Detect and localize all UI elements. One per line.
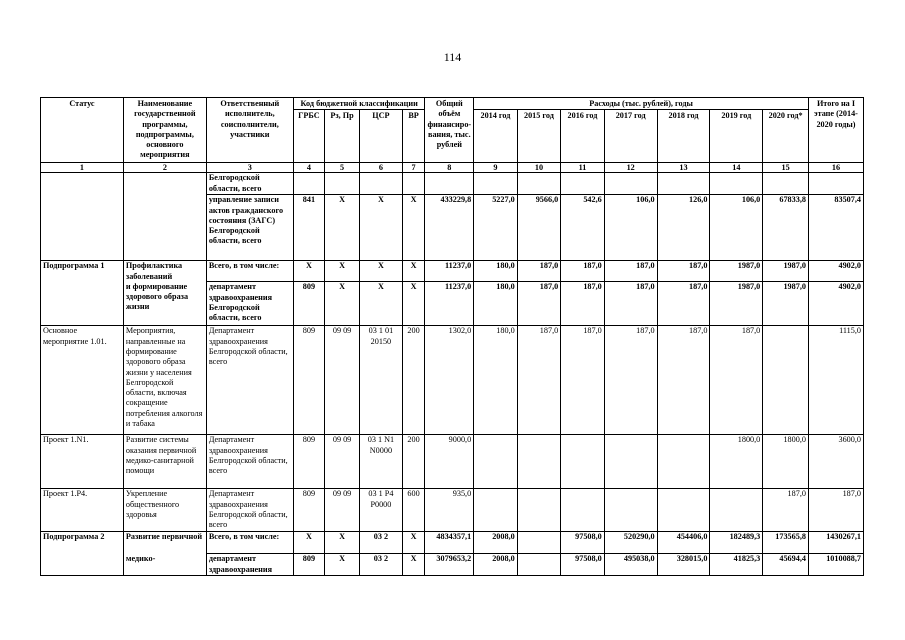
y2018-cell <box>657 489 710 532</box>
table-row <box>41 435 864 489</box>
y2017-cell <box>604 435 657 489</box>
column-number: 16 <box>808 163 863 173</box>
y2014-cell: 5227,0 <box>474 195 518 261</box>
name-cell <box>123 173 206 195</box>
table-row <box>41 173 864 195</box>
name-cell: Укрепление общественного здоровья <box>123 489 206 532</box>
sum-cell: 4902,0 <box>808 261 863 282</box>
rzpr-cell: Х <box>324 532 359 554</box>
column-number: 13 <box>657 163 710 173</box>
header-2015: 2015 год <box>517 110 561 163</box>
y2014-cell: 180,0 <box>474 261 518 282</box>
csr-cell <box>360 173 402 195</box>
responsible-cell: Департамент здравоохранения Белгородской области, всего <box>206 435 293 489</box>
csr-cell: Х <box>360 195 402 261</box>
header-2020: 2020 год* <box>763 110 809 163</box>
y2014-cell: 180,0 <box>474 326 518 435</box>
header-vr: ВР <box>402 110 425 163</box>
name-cell: Развитие системы оказания первичной медико-санитарной помощи <box>123 435 206 489</box>
column-number: 15 <box>763 163 809 173</box>
column-number: 2 <box>123 163 206 173</box>
y2016-cell: 97508,0 <box>561 554 605 576</box>
grbs-cell: 809 <box>293 282 324 326</box>
y2015-cell <box>517 532 561 554</box>
y2015-cell: 9566,0 <box>517 195 561 261</box>
rzpr-cell: 09 09 <box>324 435 359 489</box>
y2016-cell: 187,0 <box>561 261 605 282</box>
y2018-cell <box>657 173 710 195</box>
grbs-cell: 809 <box>293 326 324 435</box>
name-cell: Мероприятия, направленные на формирование здорового образа жизни у населения Белгородской области, включая сокращение потребления алкоголя и табака <box>123 326 206 435</box>
csr-cell: Х <box>360 282 402 326</box>
y2014-cell: 2008,0 <box>474 554 518 576</box>
y2015-cell: 187,0 <box>517 282 561 326</box>
header-total-stage: Итого на I этапе (2014- 2020 годы) <box>808 98 863 163</box>
vr-cell: Х <box>402 532 425 554</box>
y2016-cell <box>561 173 605 195</box>
total-cell: 11237,0 <box>425 261 474 282</box>
y2018-cell: 126,0 <box>657 195 710 261</box>
y2018-cell: 454406,0 <box>657 532 710 554</box>
y2015-cell <box>517 554 561 576</box>
column-number: 14 <box>710 163 763 173</box>
y2017-cell: 187,0 <box>604 261 657 282</box>
name-cell: Развитие первичной <box>123 532 206 554</box>
header-csr: ЦСР <box>360 110 402 163</box>
y2015-cell <box>517 173 561 195</box>
table-row <box>41 489 864 532</box>
y2019-cell <box>710 489 763 532</box>
responsible-cell: департамент здравоохранения <box>206 554 293 576</box>
responsible-cell: Всего, в том числе: <box>206 532 293 554</box>
vr-cell: 200 <box>402 435 425 489</box>
vr-cell: 600 <box>402 489 425 532</box>
status-cell: Основное мероприятие 1.01. <box>41 326 124 435</box>
csr-cell: Х <box>360 261 402 282</box>
sum-cell: 1115,0 <box>808 326 863 435</box>
y2019-cell: 1987,0 <box>710 261 763 282</box>
budget-table <box>40 97 864 576</box>
rzpr-cell <box>324 173 359 195</box>
csr-cell: 03 1 Р4 Р0000 <box>360 489 402 532</box>
sum-cell: 1430267,1 <box>808 532 863 554</box>
header-2016: 2016 год <box>561 110 605 163</box>
y2017-cell: 495038,0 <box>604 554 657 576</box>
y2016-cell: 187,0 <box>561 326 605 435</box>
header-expenses: Расходы (тыс. рублей), годы <box>474 98 809 110</box>
y2020-cell: 1987,0 <box>763 282 809 326</box>
vr-cell: 200 <box>402 326 425 435</box>
csr-cell: 03 2 <box>360 532 402 554</box>
sum-cell: 3600,0 <box>808 435 863 489</box>
sum-cell: 1010088,7 <box>808 554 863 576</box>
csr-cell: 03 1 01 20150 <box>360 326 402 435</box>
column-number: 8 <box>425 163 474 173</box>
responsible-cell: департамент здравоохранения Белгородской области, всего <box>206 282 293 326</box>
total-cell: 433229,8 <box>425 195 474 261</box>
y2015-cell <box>517 435 561 489</box>
status-cell: Подпрограмма 2 <box>41 532 124 554</box>
status-cell <box>41 173 124 195</box>
table-row <box>41 532 864 554</box>
y2018-cell: 187,0 <box>657 261 710 282</box>
y2020-cell <box>763 173 809 195</box>
responsible-cell: Департамент здравоохранения Белгородской области, всего <box>206 326 293 435</box>
grbs-cell: 809 <box>293 554 324 576</box>
table-row <box>41 195 864 261</box>
y2020-cell <box>763 326 809 435</box>
name-cell <box>123 195 206 261</box>
header-2019: 2019 год <box>710 110 763 163</box>
total-cell: 9000,0 <box>425 435 474 489</box>
rzpr-cell: 09 09 <box>324 326 359 435</box>
responsible-cell: Всего, в том числе: <box>206 261 293 282</box>
column-number: 3 <box>206 163 293 173</box>
rzpr-cell: Х <box>324 282 359 326</box>
total-cell: 4834357,1 <box>425 532 474 554</box>
column-number: 9 <box>474 163 518 173</box>
name-cell: медико- <box>123 554 206 576</box>
y2015-cell: 187,0 <box>517 326 561 435</box>
status-cell: Подпрограмма 1 <box>41 261 124 282</box>
vr-cell: Х <box>402 195 425 261</box>
rzpr-cell: Х <box>324 554 359 576</box>
y2019-cell: 1987,0 <box>710 282 763 326</box>
y2016-cell <box>561 435 605 489</box>
y2018-cell <box>657 435 710 489</box>
status-cell <box>41 554 124 576</box>
table-row <box>41 282 864 326</box>
y2019-cell: 187,0 <box>710 326 763 435</box>
sum-cell: 187,0 <box>808 489 863 532</box>
column-number: 10 <box>517 163 561 173</box>
total-cell <box>425 173 474 195</box>
y2016-cell <box>561 489 605 532</box>
header-grbs: ГРБС <box>293 110 324 163</box>
vr-cell: Х <box>402 282 425 326</box>
y2014-cell <box>474 489 518 532</box>
responsible-cell: Белгородской области, всего <box>206 173 293 195</box>
y2020-cell: 187,0 <box>763 489 809 532</box>
y2019-cell: 106,0 <box>710 195 763 261</box>
column-number: 12 <box>604 163 657 173</box>
y2015-cell: 187,0 <box>517 261 561 282</box>
y2016-cell: 187,0 <box>561 282 605 326</box>
y2019-cell: 41825,3 <box>710 554 763 576</box>
sum-cell: 83507,4 <box>808 195 863 261</box>
status-cell: Проект 1.Р4. <box>41 489 124 532</box>
grbs-cell: 841 <box>293 195 324 261</box>
status-cell: Проект 1.N1. <box>41 435 124 489</box>
grbs-cell <box>293 173 324 195</box>
table-row <box>41 326 864 435</box>
y2016-cell: 542,6 <box>561 195 605 261</box>
column-number: 7 <box>402 163 425 173</box>
responsible-cell: Департамент здравоохранения Белгородской области, всего <box>206 489 293 532</box>
table-row <box>41 554 864 576</box>
total-cell: 1302,0 <box>425 326 474 435</box>
y2018-cell: 187,0 <box>657 282 710 326</box>
y2014-cell <box>474 173 518 195</box>
column-number: 5 <box>324 163 359 173</box>
column-number: 6 <box>360 163 402 173</box>
grbs-cell: 809 <box>293 489 324 532</box>
vr-cell: Х <box>402 261 425 282</box>
status-cell <box>41 195 124 261</box>
csr-cell: 03 1 N1 N0000 <box>360 435 402 489</box>
y2014-cell <box>474 435 518 489</box>
sum-cell: 4902,0 <box>808 282 863 326</box>
column-number: 11 <box>561 163 605 173</box>
y2020-cell: 45694,4 <box>763 554 809 576</box>
csr-cell: 03 2 <box>360 554 402 576</box>
grbs-cell: Х <box>293 261 324 282</box>
y2020-cell: 1800,0 <box>763 435 809 489</box>
rzpr-cell: Х <box>324 261 359 282</box>
y2018-cell: 187,0 <box>657 326 710 435</box>
y2017-cell: 520290,0 <box>604 532 657 554</box>
grbs-cell: Х <box>293 532 324 554</box>
header-status: Статус <box>41 98 124 163</box>
header-2017: 2017 год <box>604 110 657 163</box>
total-cell: 935,0 <box>425 489 474 532</box>
y2019-cell: 182489,3 <box>710 532 763 554</box>
column-number: 1 <box>41 163 124 173</box>
rzpr-cell: 09 09 <box>324 489 359 532</box>
y2020-cell: 173565,8 <box>763 532 809 554</box>
header-budget-code: Код бюджетной классификации <box>293 98 425 110</box>
y2017-cell <box>604 489 657 532</box>
y2017-cell: 106,0 <box>604 195 657 261</box>
grbs-cell: 809 <box>293 435 324 489</box>
rzpr-cell: Х <box>324 195 359 261</box>
y2015-cell <box>517 489 561 532</box>
y2019-cell <box>710 173 763 195</box>
vr-cell: Х <box>402 554 425 576</box>
vr-cell <box>402 173 425 195</box>
page-number: 114 <box>443 50 462 64</box>
total-cell: 11237,0 <box>425 282 474 326</box>
responsible-cell: управление записи актов гражданского состояния (ЗАГС) Белгородской области, всего <box>206 195 293 261</box>
y2017-cell: 187,0 <box>604 326 657 435</box>
header-rzpr: Рз, Пр <box>324 110 359 163</box>
y2014-cell: 180,0 <box>474 282 518 326</box>
column-number: 4 <box>293 163 324 173</box>
table-row <box>41 261 864 282</box>
name-cell: и формирование здорового образа жизни <box>123 282 206 326</box>
y2014-cell: 2008,0 <box>474 532 518 554</box>
header-name: Наименование государственной программы, подпрограммы, основного мероприятия <box>123 98 206 163</box>
y2018-cell: 328015,0 <box>657 554 710 576</box>
y2016-cell: 97508,0 <box>561 532 605 554</box>
header-2014: 2014 год <box>474 110 518 163</box>
header-2018: 2018 год <box>657 110 710 163</box>
total-cell: 3079653,2 <box>425 554 474 576</box>
header-total-volume: Общий объём финансиро- вания, тыс. рублей <box>425 98 474 163</box>
sum-cell <box>808 173 863 195</box>
y2020-cell: 1987,0 <box>763 261 809 282</box>
y2020-cell: 67833,8 <box>763 195 809 261</box>
y2019-cell: 1800,0 <box>710 435 763 489</box>
name-cell: Профилактика заболеваний <box>123 261 206 282</box>
header-responsible: Ответственный исполнитель, соисполнители, участники <box>206 98 293 163</box>
y2017-cell: 187,0 <box>604 282 657 326</box>
y2017-cell <box>604 173 657 195</box>
status-cell <box>41 282 124 326</box>
